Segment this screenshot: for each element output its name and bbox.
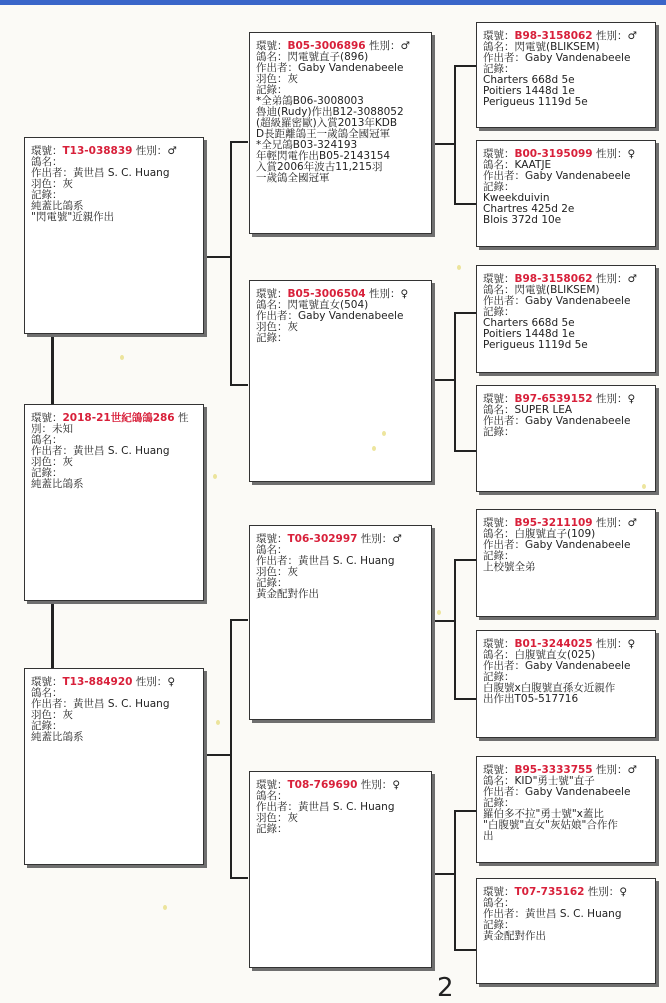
pedigree-card-sds	[476, 265, 656, 373]
sex-label: 性別：	[595, 148, 628, 160]
card-line: 作出者：Gaby Vandenabeele	[483, 786, 631, 798]
ring-number: B95-3333755	[514, 764, 593, 776]
card-line: Perigueus 1119d 5e	[483, 339, 588, 351]
card-line: 鴿名：	[31, 687, 63, 699]
ring-number: B98-3158062	[514, 273, 593, 285]
pedigree-card-sdd	[476, 385, 656, 492]
sex-field: ♀	[627, 393, 636, 405]
card-line: 年輕閃電作出B05-2143154	[256, 150, 391, 162]
ring-number: T13-038839	[62, 145, 133, 157]
bracket-sd-parents	[454, 312, 476, 452]
card-line: 作出者：Gaby Vandenabeele	[483, 415, 631, 427]
paper-speck	[213, 474, 217, 479]
connector-dam	[204, 754, 230, 756]
ring-label: 環號：	[256, 779, 288, 791]
card-line: 鴿名：	[31, 156, 63, 168]
ring-label: 環號：	[483, 638, 515, 650]
card-line: 上校號全弟	[483, 561, 536, 573]
sex-field: ♀	[392, 779, 401, 791]
card-line: 羽色：灰	[31, 456, 73, 468]
connector-sire	[204, 256, 230, 258]
card-line: 記錄：	[483, 797, 515, 809]
card-line: 鴿名：白腹號直子(109)	[483, 528, 596, 540]
paper-speck	[372, 446, 376, 451]
ring-label: 環號：	[256, 40, 288, 52]
card-line: 出	[483, 830, 494, 842]
ring-number: T08-769690	[287, 779, 358, 791]
card-line: 羽色：灰	[31, 709, 73, 721]
ring-number: T06-302997	[287, 533, 358, 545]
sex-field: ♂	[400, 40, 410, 52]
pedigree-card-dsd	[476, 630, 656, 738]
sex-label: 性別：	[135, 145, 168, 157]
sex-field: 性別：未知	[31, 412, 189, 435]
ring-number: 2018-21世紀鴿鴿286	[62, 412, 175, 424]
sex-label: 性別：	[368, 288, 401, 300]
card-line: 入賞2006年波古11,215羽	[256, 161, 383, 173]
card-line: "閃電號"近親作出	[31, 211, 115, 223]
pedigree-card-ssd	[476, 140, 656, 247]
connector-ds	[432, 620, 454, 622]
card-line: 作出者：Gaby Vandenabeele	[483, 170, 631, 182]
sex-field: ♂	[627, 517, 637, 529]
sex-label: 性別：	[587, 886, 620, 898]
pedigree-card-dam	[24, 668, 204, 865]
card-line: 白腹號x白腹號直孫女近親作	[483, 682, 616, 694]
card-line: 記錄：	[31, 189, 63, 201]
ring-label: 環號：	[256, 288, 288, 300]
card-line: 記錄：	[483, 181, 515, 193]
card-line: Charters 668d 5e	[483, 74, 575, 86]
card-line: 記錄：	[483, 63, 515, 75]
card-line: 作出者：Gaby Vandenabeele	[483, 52, 631, 64]
card-line: 鴿名：閃電號直女(504)	[256, 299, 369, 311]
sex-label: 性別：	[360, 779, 393, 791]
card-line: 作出者：Gaby Vandenabeele	[483, 539, 631, 551]
pedigree-card-dss	[476, 509, 656, 617]
sex-label: 性別：	[360, 533, 393, 545]
pedigree-card-subject	[24, 404, 204, 601]
ring-number: T07-735162	[514, 886, 585, 898]
sex-label: 性別：	[368, 40, 401, 52]
sex-label: 性別：	[595, 517, 628, 529]
pedigree-card-sire-sire	[249, 32, 432, 234]
card-line: 魯迪(Rudy)作出B12-3088052	[256, 106, 404, 118]
bracket-ss-parents	[454, 65, 476, 205]
connector-ss	[432, 143, 454, 145]
pedigree-card-dds	[476, 756, 656, 863]
bracket-dd-parents	[454, 810, 476, 951]
sex-field: ♂	[627, 30, 637, 42]
card-line: 出作出T05-517716	[483, 693, 579, 705]
sex-label: 性別：	[595, 30, 628, 42]
card-line: Kweekduivin	[483, 192, 550, 204]
card-line: Chartres 425d 2e	[483, 203, 575, 215]
card-line: 記錄：	[483, 550, 515, 562]
sex-field: ♀	[627, 148, 636, 160]
pedigree-card-sss	[476, 22, 656, 128]
bracket-ds-parents	[454, 559, 476, 700]
connector-dd	[432, 873, 454, 875]
paper-speck	[163, 905, 167, 910]
card-line: 鴿名：	[256, 544, 288, 556]
card-line: 羽色：灰	[31, 178, 73, 190]
sex-field: ♂	[627, 273, 637, 285]
ring-number: B01-3244025	[514, 638, 593, 650]
card-line: 作出者：黃世昌 S. C. Huang	[31, 698, 170, 710]
card-line: Poitiers 1448d 1e	[483, 328, 575, 340]
card-line: 作出者：黃世昌 S. C. Huang	[256, 555, 395, 567]
card-line: 羽色：灰	[256, 566, 298, 578]
pedigree-card-sire	[24, 137, 204, 334]
ring-number: B00-3195099	[514, 148, 593, 160]
card-line: 鴿名：閃電號(BLIKSEM)	[483, 41, 600, 53]
card-line: 作出者：黃世昌 S. C. Huang	[256, 801, 395, 813]
pedigree-card-dam-dam	[249, 771, 432, 968]
ring-label: 環號：	[483, 764, 515, 776]
bracket-dam-parents	[230, 619, 248, 879]
card-line: 記錄：	[256, 823, 288, 835]
card-line: 記錄：	[483, 426, 515, 438]
ring-label: 環號：	[483, 30, 515, 42]
card-line: 記錄：	[256, 332, 288, 344]
card-line: 黃金配對作出	[483, 930, 546, 942]
card-line: 作出者：Gaby Vandenabeele	[483, 660, 631, 672]
card-line: 記錄：	[483, 671, 515, 683]
card-line: 純蓋比鴿系	[31, 200, 84, 212]
ring-label: 環號：	[31, 412, 63, 424]
card-line: Poitiers 1448d 1e	[483, 85, 575, 97]
bracket-sire-parents	[230, 141, 248, 386]
ring-label: 環號：	[483, 886, 515, 898]
card-line: 鴿名：閃電號(BLIKSEM)	[483, 284, 600, 296]
ring-label: 環號：	[483, 273, 515, 285]
top-accent-bar	[0, 0, 666, 5]
card-line: "白腹號"直女"灰姑娘"合作作	[483, 819, 618, 831]
sex-label: 性別：	[595, 638, 628, 650]
card-line: Charters 668d 5e	[483, 317, 575, 329]
card-line: 一歲鴿全國冠軍	[256, 172, 330, 184]
ring-label: 環號：	[483, 148, 515, 160]
sex-field: ♂	[167, 145, 177, 157]
ring-number: B97-6539152	[514, 393, 593, 405]
sex-field: ♀	[627, 638, 636, 650]
card-line: 鴿名：白腹號直女(025)	[483, 649, 596, 661]
ring-label: 環號：	[483, 393, 515, 405]
sex-field: ♂	[627, 764, 637, 776]
card-line: 鴿名：KID"勇士號"直子	[483, 775, 595, 787]
card-line: 羽色：灰	[256, 812, 298, 824]
card-line: *全弟鴿B06-3008003	[256, 95, 364, 107]
paper-speck	[437, 610, 441, 615]
sex-label: 性別：	[595, 764, 628, 776]
sex-field: ♂	[392, 533, 402, 545]
pedigree-card-ddd	[476, 878, 656, 984]
ring-number: B95-3211109	[514, 517, 593, 529]
card-line: 鴿名：閃電號直子(896)	[256, 51, 369, 63]
card-line: 記錄：	[256, 84, 288, 96]
pedigree-card-dam-sire	[249, 525, 432, 720]
paper-speck	[216, 720, 220, 725]
card-line: 鴿名：KAATJE	[483, 159, 552, 171]
card-line: D長距離鴿王一歲鴿全國冠軍	[256, 128, 391, 140]
card-line: 記錄：	[483, 919, 515, 931]
card-line: Perigueus 1119d 5e	[483, 96, 588, 108]
ring-number: B05-3006504	[287, 288, 366, 300]
card-line: 作出者：Gaby Vandenabeele	[483, 295, 631, 307]
card-line: (超級羅密歐)入賞2013年KDB	[256, 117, 398, 129]
card-line: 記錄：	[256, 577, 288, 589]
ring-number: B05-3006896	[287, 40, 366, 52]
sex-label: 性別：	[595, 393, 628, 405]
ring-label: 環號：	[31, 145, 63, 157]
card-line: 純蓋比鴿系	[31, 478, 84, 490]
paper-speck	[457, 265, 461, 270]
card-line: 作出者：Gaby Vandenabeele	[256, 62, 404, 74]
card-line: 作出者：黃世昌 S. C. Huang	[31, 167, 170, 179]
card-line: 鴿名：SUPER LEA	[483, 404, 573, 416]
card-line: 作出者：黃世昌 S. C. Huang	[483, 908, 622, 920]
ring-number: T13-884920	[62, 676, 133, 688]
sex-field: ♀	[400, 288, 409, 300]
sex-label: 性別：	[595, 273, 628, 285]
card-line: 羅伯多不拉"勇士號"x蓋比	[483, 808, 604, 820]
ring-number: B98-3158062	[514, 30, 593, 42]
connector-sire-subject	[51, 333, 54, 405]
card-line: 記錄：	[483, 306, 515, 318]
card-line: 記錄：	[31, 720, 63, 732]
card-line: 記錄：	[31, 467, 63, 479]
connector-subject-dam	[51, 600, 54, 670]
page-mark: 2	[437, 973, 454, 1003]
paper-speck	[120, 355, 124, 360]
card-line: 作出者：Gaby Vandenabeele	[256, 310, 404, 322]
paper-speck	[642, 484, 646, 489]
card-line: 黃金配對作出	[256, 588, 319, 600]
pedigree-card-sire-dam	[249, 280, 432, 482]
ring-label: 環號：	[256, 533, 288, 545]
paper-speck	[382, 431, 386, 436]
card-header	[31, 413, 197, 435]
ring-label: 環號：	[483, 517, 515, 529]
card-line: 羽色：灰	[256, 73, 298, 85]
ring-label: 環號：	[31, 676, 63, 688]
card-line: 作出者：黃世昌 S. C. Huang	[31, 445, 170, 457]
card-line: *全兄鴿B03-324193	[256, 139, 358, 151]
card-line: 鴿名：	[256, 790, 288, 802]
card-line: 純蓋比鴿系	[31, 731, 84, 743]
card-line: Blois 372d 10e	[483, 214, 562, 226]
sex-label: 性別：	[135, 676, 168, 688]
card-line: 羽色：灰	[256, 321, 298, 333]
card-line: 鴿名：	[483, 897, 515, 909]
connector-sd	[432, 379, 454, 381]
card-line: 鴿名：	[31, 434, 63, 446]
sex-field: ♀	[619, 886, 628, 898]
sex-field: ♀	[167, 676, 176, 688]
